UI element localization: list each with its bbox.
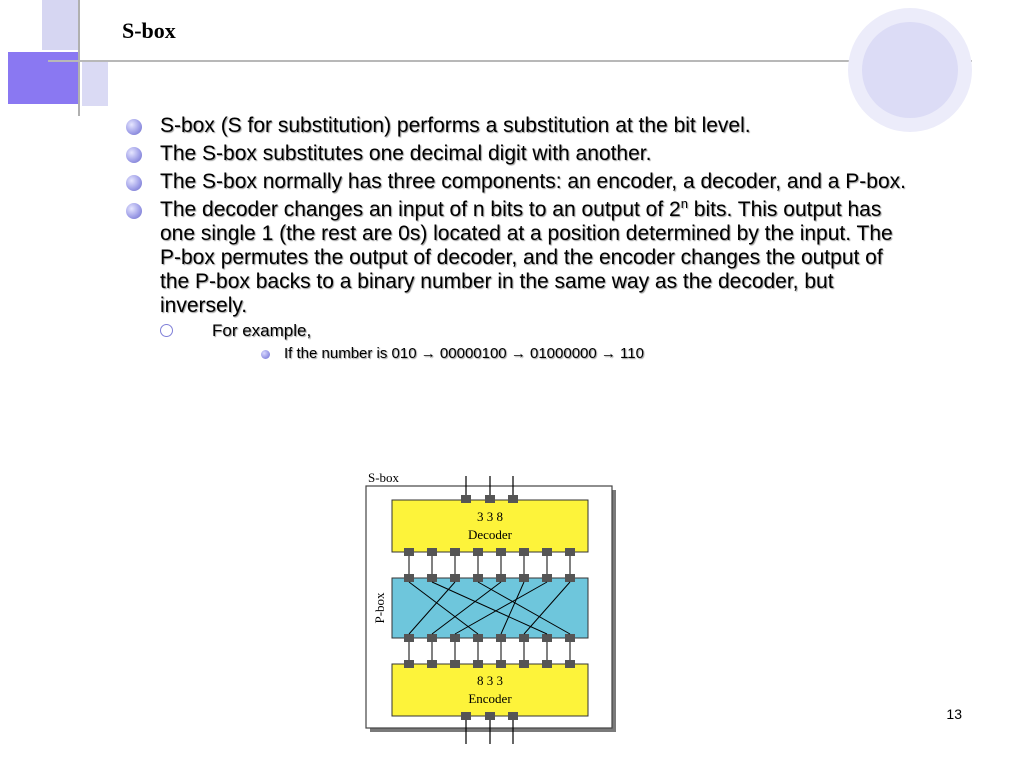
bullet-text: S-box (S for substitution) performs a substitution at the bit level.: [160, 114, 751, 137]
small-dot-bullet-icon: [261, 350, 270, 359]
decor-square-light: [42, 0, 80, 50]
sbox-diagram: [362, 466, 620, 746]
encoder-block: [392, 664, 588, 716]
decor-line-horizontal: [48, 60, 972, 62]
bullet-item: [126, 170, 916, 194]
decoder-text-superscript: n: [680, 196, 688, 211]
bullet-dot-icon: [126, 119, 142, 135]
bullet-dot-icon: [126, 203, 142, 219]
encoder-output-pins: [461, 712, 518, 720]
sub-bullet-example: [160, 320, 916, 342]
pbox-label: P-box: [372, 592, 387, 624]
decoder-input-pins: [461, 495, 518, 503]
bullet-dot-icon: [126, 175, 142, 191]
decoder-text-suffix: bits. This output has one single 1 (the rest are 0s) located at a position determined by the input. The P-box permutes the output of decoder, and the encoder changes the output of the P-box backs to a binary number in the same way as the decoder, but inversely.: [160, 198, 893, 317]
bullet-text: The S-box substitutes one decimal digit with another.: [160, 142, 652, 165]
bullet-text: The S-box normally has three components: an encoder, a decoder, and a P-box.: [160, 170, 906, 193]
example-detail: If the number is 010 → 00000100 → 01000000 → 110: [284, 345, 644, 362]
encoder-ratio: 8 3 3: [477, 673, 503, 688]
bullet-item: [126, 142, 916, 166]
bullet-item: [126, 114, 916, 138]
bullet-list: [126, 114, 916, 368]
ring-bullet-icon: [160, 324, 173, 337]
slide-title: S-box: [122, 18, 176, 43]
decoder-text-prefix: The decoder changes an input of n bits to an output of 2: [160, 198, 681, 221]
decoder-ratio: 3 3 8: [477, 509, 503, 524]
decoder-label: Decoder: [467, 527, 513, 542]
decor-line-vertical: [78, 0, 80, 116]
sbox-label: S-box: [368, 470, 400, 485]
example-label: For example,: [212, 321, 312, 340]
decoder-block: [392, 500, 588, 552]
decor-square-light-2: [82, 62, 108, 106]
sub-bullet-example-detail: [160, 344, 916, 364]
decor-circle-inner: [862, 22, 958, 118]
slide-number: 13: [946, 706, 962, 722]
encoder-label: Encoder: [468, 691, 512, 706]
bullet-item-decoder: [126, 198, 916, 364]
bullet-dot-icon: [126, 147, 142, 163]
